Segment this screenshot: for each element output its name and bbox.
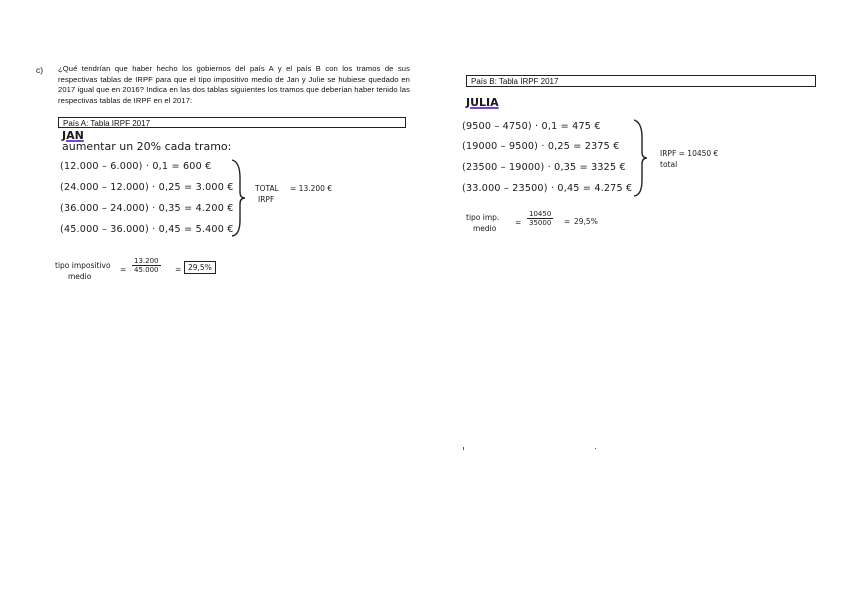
table-a-tipo-label-medio: medio bbox=[68, 272, 92, 281]
table-a-brace bbox=[230, 158, 246, 238]
table-a-title: País A: Tabla IRPF 2017 bbox=[58, 117, 406, 128]
table-b-name: JULIA bbox=[466, 96, 499, 109]
table-a-row: (12.000 – 6.000) · 0,1 = 600 € bbox=[60, 161, 212, 172]
table-b-tipo-label-medio: medio bbox=[473, 224, 497, 233]
table-a-tipo-num: 13.200 bbox=[134, 257, 159, 265]
table-a-total-value: = 13.200 € bbox=[290, 184, 333, 193]
table-a-fraction bbox=[132, 257, 161, 274]
table-a-row: (45.000 – 36.000) · 0,45 = 5.400 € bbox=[60, 224, 234, 235]
table-b-total-sub: total bbox=[660, 160, 678, 169]
table-b-brace bbox=[632, 118, 648, 198]
table-b-tipo-den: 35000 bbox=[529, 219, 552, 227]
table-b-row: (9500 – 4750) · 0,1 = 475 € bbox=[462, 121, 601, 132]
table-a-row: (36.000 – 24.000) · 0,35 = 4.200 € bbox=[60, 203, 234, 214]
table-b-tipo-num: 10450 bbox=[529, 210, 552, 218]
table-a-tipo-den: 45.000 bbox=[134, 266, 159, 274]
table-b-title: País B: Tabla IRPF 2017 bbox=[466, 75, 816, 86]
table-b-fraction bbox=[527, 210, 553, 227]
table-b-row: (33.000 – 23500) · 0,45 = 4.275 € bbox=[462, 183, 633, 194]
table-a-tipo-label: tipo impositivo bbox=[55, 261, 111, 270]
table-b-tipo-label: tipo imp. bbox=[466, 213, 500, 222]
table-a-total-label: TOTAL bbox=[255, 184, 279, 193]
table-a-row: (24.000 – 12.000) · 0,25 = 3.000 € bbox=[60, 182, 234, 193]
table-a-intro: aumentar un 20% cada tramo: bbox=[62, 140, 232, 153]
table-a-name: JAN bbox=[62, 129, 84, 142]
stray-mark bbox=[595, 448, 596, 449]
table-a-total-sub: IRPF bbox=[258, 195, 275, 204]
stray-mark bbox=[463, 447, 464, 450]
table-a-tipo-result: 29,5% bbox=[184, 261, 216, 274]
table-b-row: (23500 – 19000) · 0,35 = 3325 € bbox=[462, 162, 626, 173]
table-b-total-label: IRPF = 10450 € bbox=[660, 149, 719, 158]
table-b-divider bbox=[466, 86, 816, 87]
table-b-tipo-result: 29,5% bbox=[574, 217, 598, 226]
table-b-row: (19000 – 9500) · 0,25 = 2375 € bbox=[462, 141, 620, 152]
question-text: ¿Qué tendrían que haber hecho los gobiernos del país A y el país B con los tramos de sus respectivas tablas de IRPF para que el tipo impositivo medio de Jan y Julie se hubiese quedado en 2017 igual que en 2016? Indica en las dos tablas siguientes los tramos que deberían haber tenido las respectivas tablas de IRPF en el 2017: bbox=[58, 64, 410, 105]
question-label: c) bbox=[36, 65, 44, 75]
